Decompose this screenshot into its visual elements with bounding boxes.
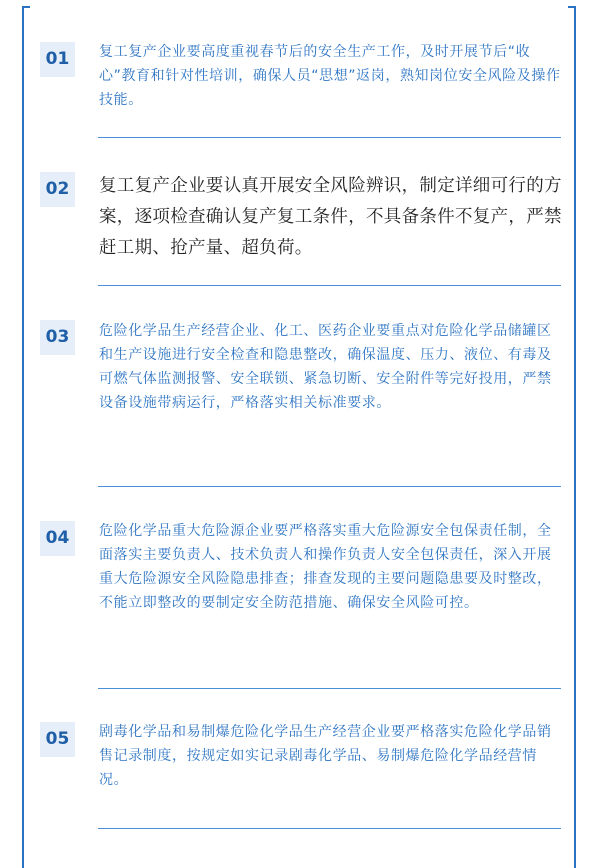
item-text-03: 危险化学品生产经营企业、化工、医药企业要重点对危险化学品储罐区和生产设施进行安全检查和隐患整改，确保温度、压力、液位、有毒及可燃气体监测报警、安全联锁、紧急切断、安全附件等完好投用，严禁设备设施带病运行，严格落实相关标准要求。 xyxy=(99,323,552,411)
item-text-04: 危险化学品重大危险源企业要严格落实重大危险源安全包保责任制，全面落实主要负责人、技术负责人和操作负责人安全包保责任，深入开展重大危险源安全风险隐患排查；排查发现的主要问题隐患要及时整改，不能立即整改的要制定安全防范措施、确保安全风险可控。 xyxy=(99,523,552,611)
divider xyxy=(98,828,561,829)
item-number-02: 02 xyxy=(40,172,75,207)
item-number-03: 03 xyxy=(40,320,75,355)
item-text-05: 剧毒化学品和易制爆危险化学品生产经营企业要严格落实危险化学品销售记录制度，按规定如实记录剧毒化学品、易制爆危险化学品经营情况。 xyxy=(99,724,552,788)
item-text-01: 复工复产企业要高度重视春节后的安全生产工作，及时开展节后“收心”教育和针对性培训，确保人员“思想”返岗，熟知岗位安全风险及操作技能。 xyxy=(99,44,561,108)
divider xyxy=(98,137,561,138)
item-number-04: 04 xyxy=(40,521,75,556)
divider xyxy=(98,285,561,286)
item-text-02: 复工复产企业要认真开展安全风险辨识，制定详细可行的方案，逐项检查确认复产复工条件，不具备条件不复产，严禁赶工期、抢产量、超负荷。 xyxy=(99,176,562,258)
item-number-05: 05 xyxy=(40,722,75,757)
item-number-01: 01 xyxy=(40,42,75,77)
divider xyxy=(98,486,561,487)
divider xyxy=(98,688,561,689)
